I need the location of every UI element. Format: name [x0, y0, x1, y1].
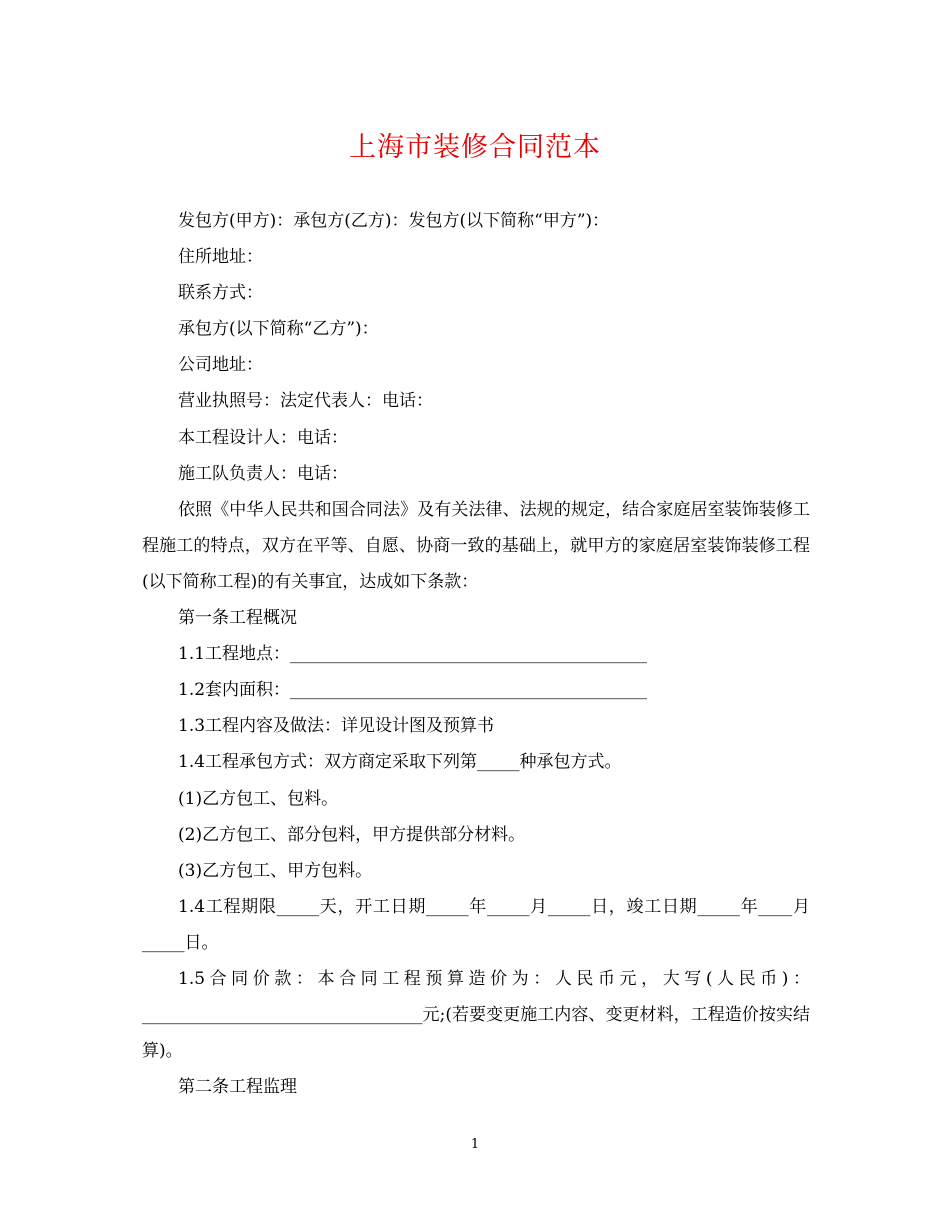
clause-1-3: 1.3工程内容及做法：详见设计图及预算书 [178, 716, 495, 737]
option-3: (3)乙方包工、甲方包料。 [178, 860, 373, 881]
clause-1-4-contract-mode: 1.4工程承包方式：双方商定采取下列第_____种承包方式。 [178, 752, 622, 773]
party-b-header-line: 承包方(以下简称“乙方”)： [178, 319, 379, 340]
clause-1-1: 1.1工程地点：__________________________________________ [178, 644, 648, 665]
business-license-line: 营业执照号：法定代表人：电话： [178, 391, 433, 412]
clause-1-4-term: 1.4工程期限_____天，开工日期_____年_____月_____日，竣工日期_____年____月_____日。 [142, 896, 810, 953]
option-1: (1)乙方包工、包料。 [178, 788, 339, 809]
document-title: 上海市装修合同范本 [349, 132, 601, 163]
party-a-address-line: 住所地址： [178, 247, 263, 268]
page-number: 1 [470, 1137, 480, 1152]
article-2-heading: 第二条工程监理 [178, 1077, 297, 1098]
party-header-line: 发包方(甲方)：承包方(乙方)：发包方(以下简称“甲方”)： [178, 211, 610, 231]
clause-1-2: 1.2套内面积：__________________________________________ [178, 680, 648, 701]
clause-1-5-price: 1.5合同价款：本合同工程预算造价为：人民币元，大写(人民币)：_________________________________元;(若要变更施工内容、变更材料，工程造价按实结算)。 [142, 968, 810, 1062]
document-body [142, 203, 810, 1105]
party-b-address-line: 公司地址： [178, 355, 263, 376]
party-a-contact-line: 联系方式： [178, 283, 263, 304]
article-1-heading: 第一条工程概况 [178, 608, 297, 629]
construction-lead-line: 施工队负责人：电话： [178, 463, 348, 484]
designer-line: 本工程设计人：电话： [178, 427, 348, 448]
option-2: (2)乙方包工、部分包料，甲方提供部分材料。 [178, 824, 526, 845]
preamble-paragraph: 依照《中华人民共和国合同法》及有关法律、法规的规定，结合家庭居室装饰装修工程施工的特点，双方在平等、自愿、协商一致的基础上，就甲方的家庭居室装饰装修工程(以下简称工程)的有关事宜，达成如下条款： [142, 499, 810, 592]
